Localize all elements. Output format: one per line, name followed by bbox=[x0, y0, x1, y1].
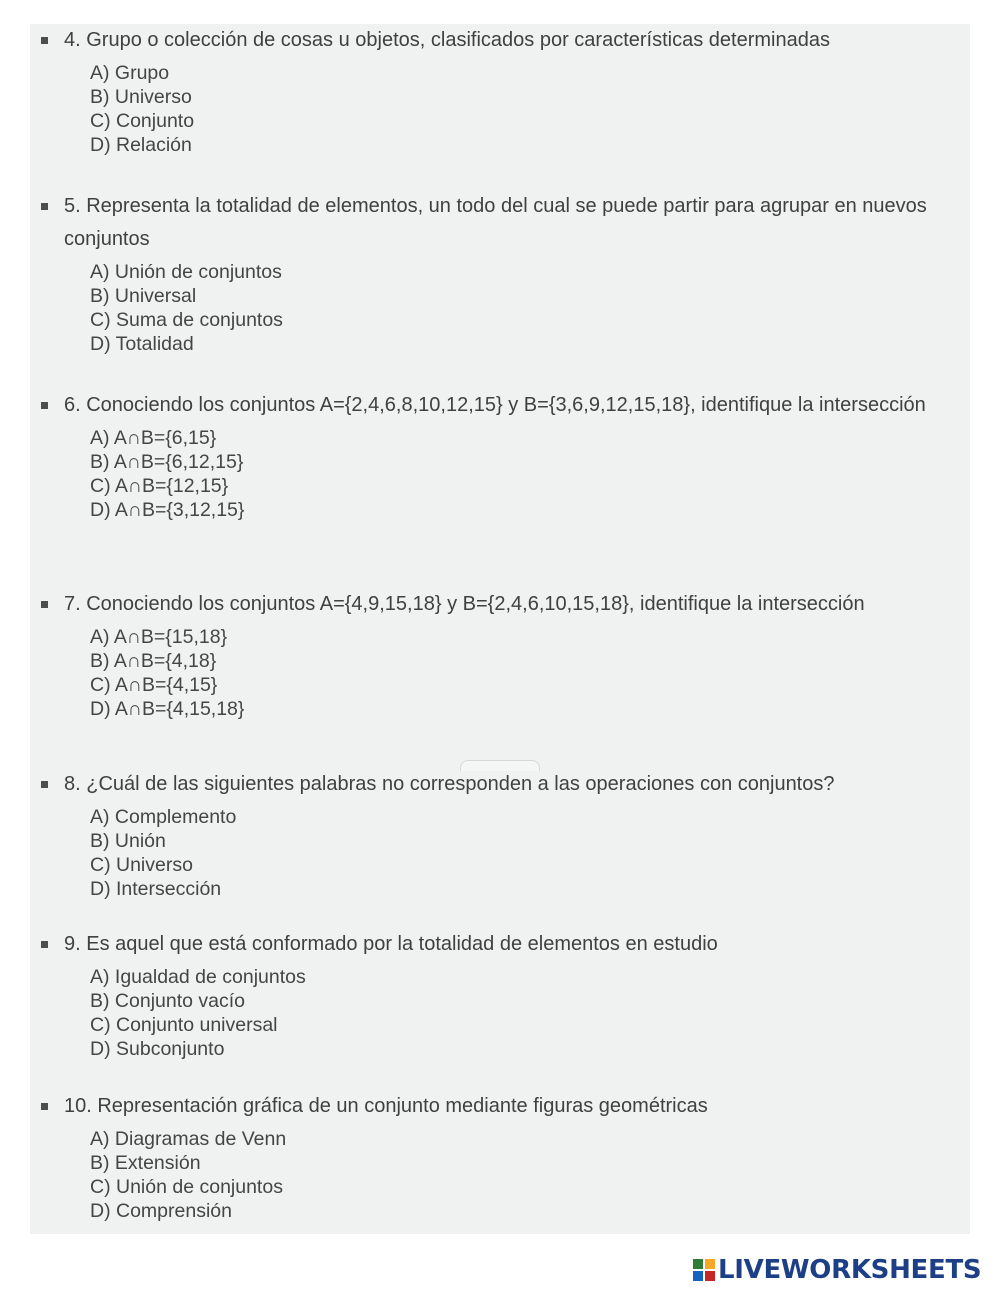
question-text: 6. Conociendo los conjuntos A={2,4,6,8,10,12,15} y B={3,6,9,12,15,18}, identifique la intersección bbox=[64, 394, 926, 416]
option-a: A) Igualdad de conjuntos bbox=[90, 966, 306, 988]
option-d: D) Subconjunto bbox=[90, 1038, 225, 1060]
options-list bbox=[0, 260, 1000, 356]
bullet-icon bbox=[41, 37, 48, 44]
options-list bbox=[0, 426, 1000, 522]
question-text: 4. Grupo o colección de cosas u objetos, clasificados por características determinadas bbox=[64, 29, 830, 51]
option-b: B) A∩B={6,12,15} bbox=[90, 451, 244, 473]
question-8 bbox=[0, 768, 1000, 901]
option-c: C) Suma de conjuntos bbox=[90, 309, 283, 331]
option-c: C) Conjunto bbox=[90, 110, 195, 132]
question-5 bbox=[0, 190, 1000, 356]
option-b: B) Conjunto vacío bbox=[90, 990, 246, 1012]
bullet-icon bbox=[41, 402, 48, 409]
option-b: B) A∩B={4,18} bbox=[90, 650, 217, 672]
bullet-icon bbox=[41, 203, 48, 210]
question-6 bbox=[0, 389, 1000, 522]
options-list bbox=[0, 965, 1000, 1061]
options-list bbox=[0, 625, 1000, 721]
options-list bbox=[0, 61, 1000, 157]
option-b: B) Universal bbox=[90, 285, 197, 307]
option-c: C) A∩B={12,15} bbox=[90, 475, 229, 497]
bullet-icon bbox=[41, 601, 48, 608]
option-d: D) A∩B={3,12,15} bbox=[90, 499, 245, 521]
option-c: C) Universo bbox=[90, 854, 193, 876]
liveworksheets-brand bbox=[692, 1254, 981, 1286]
option-d: D) Totalidad bbox=[90, 333, 194, 355]
option-a: A) Unión de conjuntos bbox=[90, 261, 282, 283]
option-c: C) Conjunto universal bbox=[90, 1014, 278, 1036]
liveworksheets-logo-icon bbox=[692, 1258, 716, 1282]
question-text: 10. Representación gráfica de un conjunto mediante figuras geométricas bbox=[64, 1095, 708, 1117]
question-text: 8. ¿Cuál de las siguientes palabras no corresponden a las operaciones con conjuntos? bbox=[64, 773, 835, 795]
option-a: A) A∩B={15,18} bbox=[90, 626, 228, 648]
bullet-icon bbox=[41, 1103, 48, 1110]
question-text: 7. Conociendo los conjuntos A={4,9,15,18} y B={2,4,6,10,15,18}, identifique la intersección bbox=[64, 593, 865, 615]
question-text: 5. Representa la totalidad de elementos, un todo del cual se puede partir para agrupar en nuevos conjuntos bbox=[64, 195, 927, 250]
options-list bbox=[0, 1127, 1000, 1223]
option-b: B) Unión bbox=[90, 830, 166, 852]
question-10 bbox=[0, 1090, 1000, 1223]
option-a: A) Grupo bbox=[90, 62, 170, 84]
option-a: A) Complemento bbox=[90, 806, 237, 828]
option-d: D) Comprensión bbox=[90, 1200, 232, 1222]
bullet-icon bbox=[41, 941, 48, 948]
option-a: A) Diagramas de Venn bbox=[90, 1128, 287, 1150]
option-d: D) A∩B={4,15,18} bbox=[90, 698, 245, 720]
question-text: 9. Es aquel que está conformado por la totalidad de elementos en estudio bbox=[64, 933, 718, 955]
option-a: A) A∩B={6,15} bbox=[90, 427, 217, 449]
option-d: D) Relación bbox=[90, 134, 192, 156]
bullet-icon bbox=[41, 781, 48, 788]
brand-name: LIVEWORKSHEETS bbox=[718, 1255, 982, 1285]
option-c: C) Unión de conjuntos bbox=[90, 1176, 283, 1198]
question-9 bbox=[0, 928, 1000, 1061]
options-list bbox=[0, 805, 1000, 901]
option-b: B) Extensión bbox=[90, 1152, 201, 1174]
question-7 bbox=[0, 588, 1000, 721]
option-d: D) Intersección bbox=[90, 878, 222, 900]
option-b: B) Universo bbox=[90, 86, 192, 108]
option-c: C) A∩B={4,15} bbox=[90, 674, 218, 696]
question-4 bbox=[0, 24, 1000, 157]
